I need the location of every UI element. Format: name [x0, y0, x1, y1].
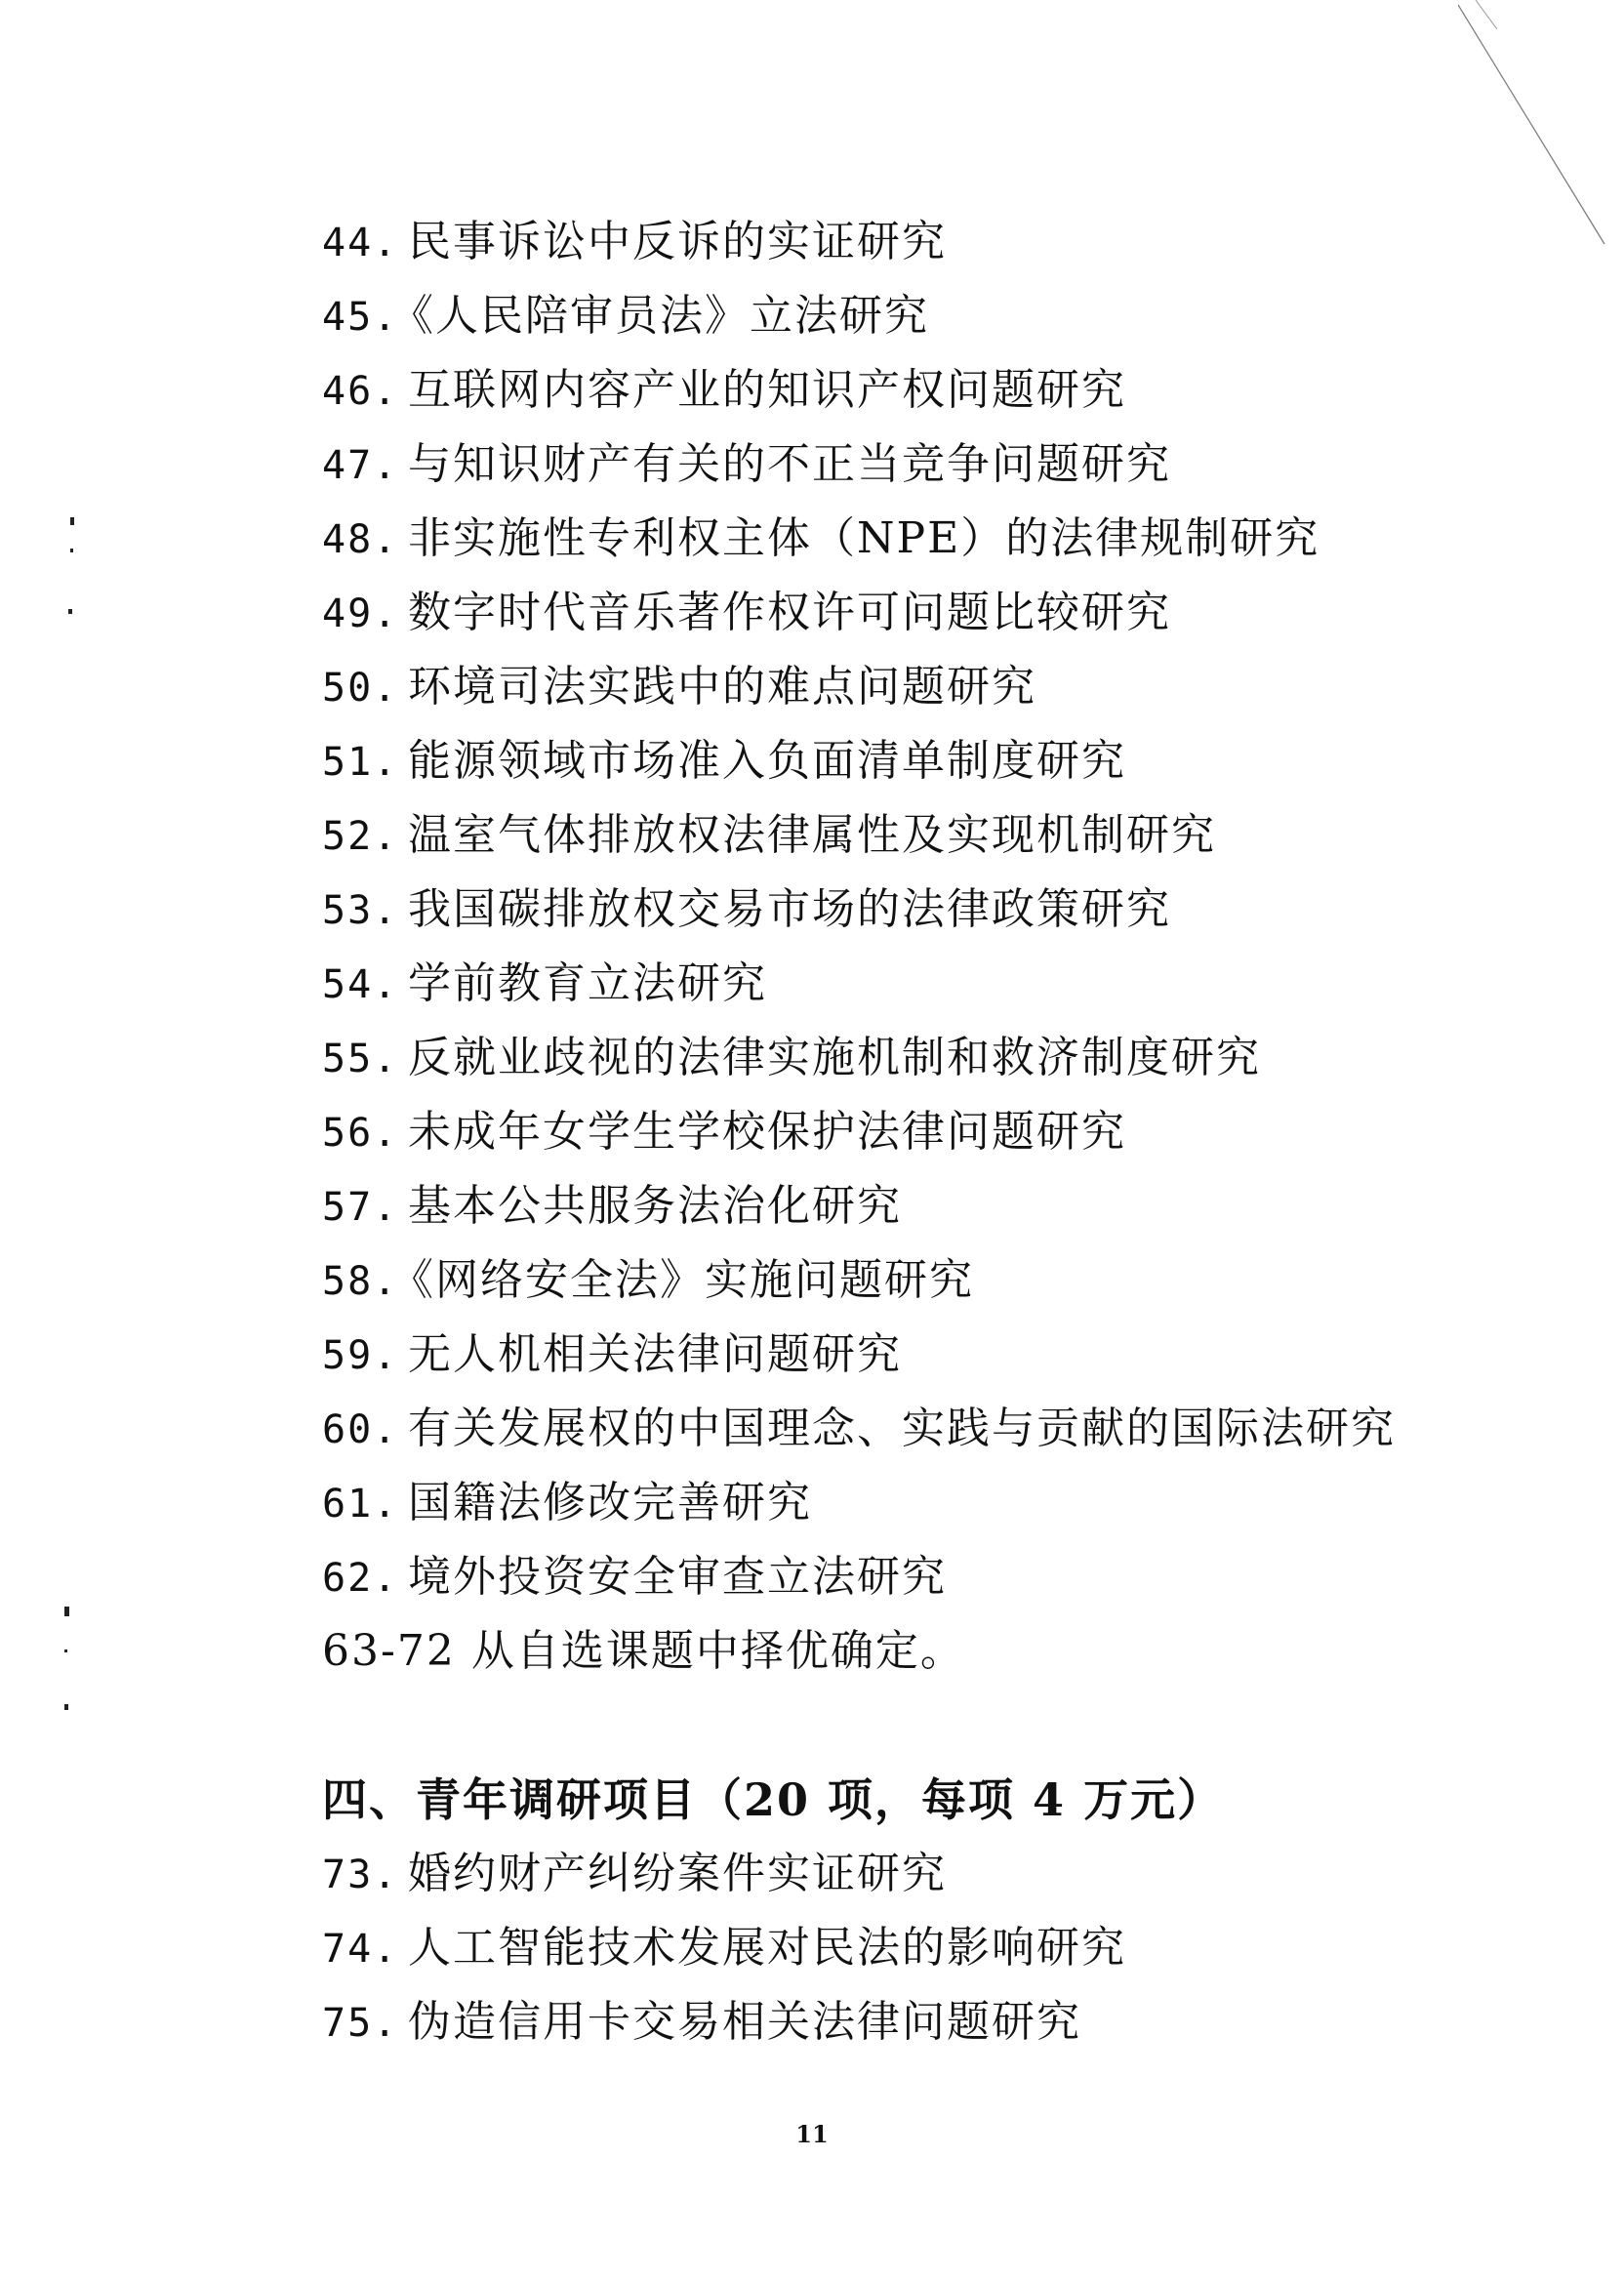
scan-speck — [64, 1607, 69, 1616]
item-number: 48. — [322, 517, 399, 562]
section-spacer — [322, 1689, 1493, 1763]
item-number: 52. — [322, 814, 399, 859]
item-number: 59. — [322, 1333, 399, 1378]
item-title: 人工智能技术发展对民法的影响研究 — [408, 1923, 1126, 1973]
item-title: 婚约财产纠纷案件实证研究 — [408, 1849, 947, 1898]
list-item — [322, 279, 1493, 353]
item-number: 49. — [322, 591, 399, 636]
list-item — [322, 1466, 1493, 1540]
selected-topics-note: 63-72 从自选课题中择优确定。 — [322, 1626, 965, 1676]
item-title: 《人民陪审员法》立法研究 — [390, 291, 929, 341]
item-title: 未成年女学生学校保护法律问题研究 — [408, 1107, 1126, 1157]
item-title: 非实施性专利权主体（NPE）的法律规制研究 — [408, 513, 1320, 563]
list-item — [322, 1540, 1493, 1614]
item-number: 54. — [322, 962, 399, 1007]
item-title: 无人机相关法律问题研究 — [408, 1329, 902, 1379]
item-number: 57. — [322, 1185, 399, 1230]
list-item — [322, 353, 1493, 428]
item-number: 61. — [322, 1482, 399, 1527]
item-title: 温室气体排放权法律属性及实现机制研究 — [408, 810, 1216, 860]
item-title: 伪造信用卡交易相关法律问题研究 — [408, 1997, 1081, 2047]
list-item — [322, 724, 1493, 798]
item-number: 60. — [322, 1407, 399, 1452]
scan-speck — [68, 609, 72, 614]
list-item — [322, 1392, 1493, 1466]
scan-speck — [70, 517, 74, 525]
list-item — [322, 947, 1493, 1021]
item-title: 能源领域市场准入负面清单制度研究 — [408, 736, 1126, 786]
list-item — [322, 576, 1493, 650]
item-number: 56. — [322, 1111, 399, 1156]
item-number: 46. — [322, 369, 399, 414]
list-item — [322, 1985, 1493, 2059]
item-title: 国籍法修改完善研究 — [408, 1478, 812, 1527]
list-item — [322, 650, 1493, 724]
scan-speck — [70, 549, 73, 552]
item-number: 53. — [322, 888, 399, 933]
item-title: 数字时代音乐著作权许可问题比较研究 — [408, 588, 1171, 637]
item-title: 有关发展权的中国理念、实践与贡献的国际法研究 — [408, 1404, 1396, 1453]
page-number: 11 — [795, 2120, 829, 2148]
topic-list — [322, 205, 1493, 2059]
scan-speck — [64, 1649, 67, 1652]
item-number: 73. — [322, 1852, 399, 1897]
item-title: 学前教育立法研究 — [408, 958, 767, 1008]
item-title: 基本公共服务法治化研究 — [408, 1181, 902, 1231]
list-item — [322, 1318, 1493, 1392]
item-number: 74. — [322, 1927, 399, 1972]
item-number: 44. — [322, 221, 399, 265]
item-number: 51. — [322, 740, 399, 785]
item-number: 62. — [322, 1556, 399, 1601]
item-title: 境外投资安全审查立法研究 — [408, 1552, 947, 1602]
list-item — [322, 1243, 1493, 1318]
item-number: 45. — [322, 295, 399, 340]
list-item — [322, 502, 1493, 576]
list-item — [322, 873, 1493, 947]
item-title: 与知识财产有关的不正当竞争问题研究 — [408, 439, 1171, 489]
item-number: 55. — [322, 1037, 399, 1081]
list-item — [322, 1021, 1493, 1095]
item-number: 47. — [322, 443, 399, 488]
scan-speck — [64, 1704, 68, 1710]
list-item — [322, 1169, 1493, 1243]
list-item — [322, 205, 1493, 279]
list-item — [322, 428, 1493, 502]
item-title: 互联网内容产业的知识产权问题研究 — [408, 365, 1126, 415]
item-title: 环境司法实践中的难点问题研究 — [408, 662, 1036, 712]
item-title: 《网络安全法》实施问题研究 — [390, 1255, 974, 1305]
item-number: 75. — [322, 2001, 399, 2046]
item-title: 民事诉讼中反诉的实证研究 — [408, 217, 947, 266]
list-item — [322, 1837, 1493, 1911]
section-heading: 四、青年调研项目（20 项，每项 4 万元） — [322, 1773, 1225, 1826]
list-item — [322, 1095, 1493, 1169]
item-title: 我国碳排放权交易市场的法律政策研究 — [408, 884, 1171, 934]
list-item — [322, 798, 1493, 873]
list-item — [322, 1911, 1493, 1985]
item-number: 50. — [322, 666, 399, 711]
item-title: 反就业歧视的法律实施机制和救济制度研究 — [408, 1033, 1261, 1082]
item-number: 58. — [322, 1259, 399, 1304]
